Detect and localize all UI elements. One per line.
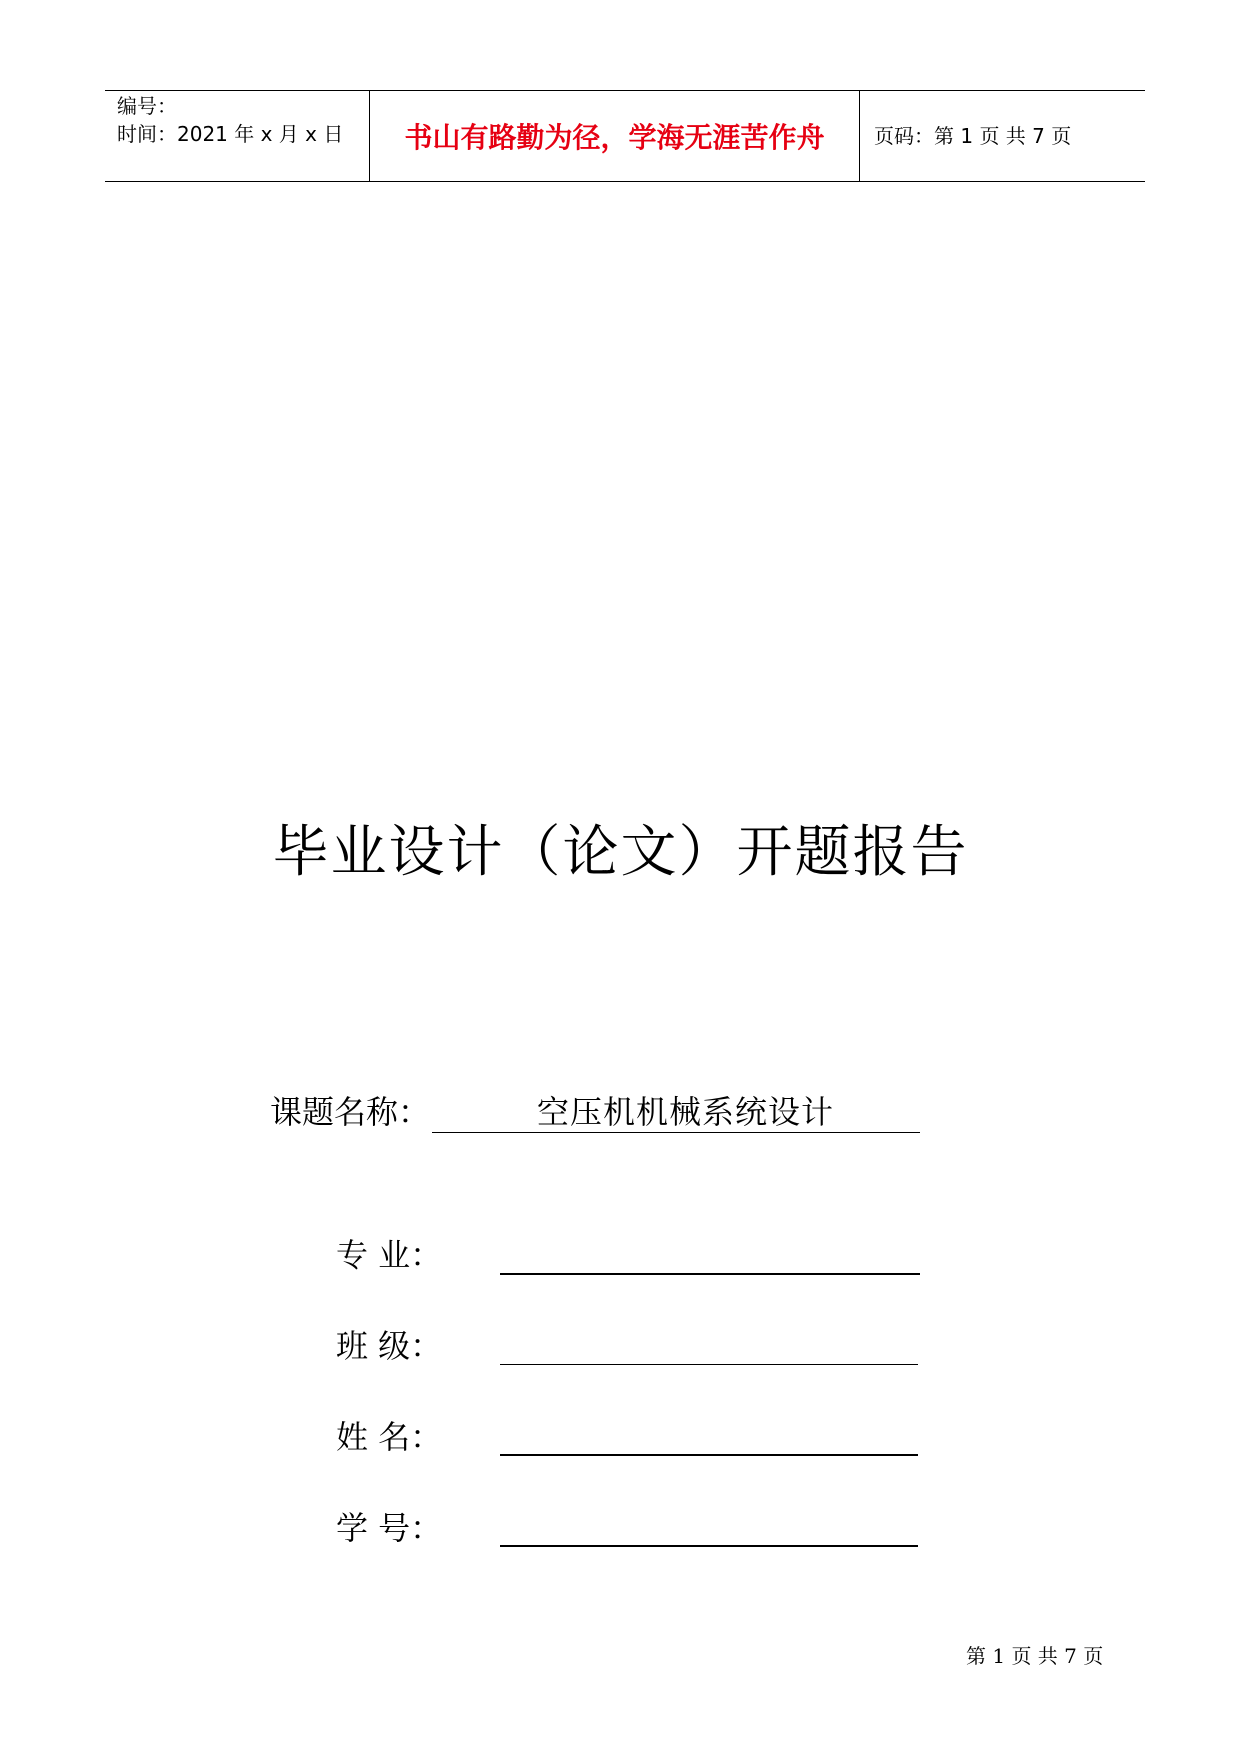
- major-field-line[interactable]: [500, 1233, 920, 1275]
- header-left-cell: [105, 91, 370, 181]
- class-field-line[interactable]: [500, 1324, 918, 1365]
- motto: 书山有路勤为径，学海无涯苦作舟: [404, 121, 825, 154]
- document-title: 毕业设计（论文）开题报告: [272, 820, 969, 885]
- class-label: 班 级：: [336, 1327, 443, 1365]
- student-id-field-line[interactable]: [500, 1505, 918, 1547]
- major-label: 专 业：: [336, 1236, 443, 1274]
- header-table: [105, 90, 1145, 182]
- page-footer: 第 1 页 共 7 页: [966, 1644, 1104, 1668]
- header-mid-cell: [370, 91, 860, 181]
- name-label: 姓 名：: [336, 1418, 443, 1456]
- topic-value: 空压机机械系统设计: [537, 1093, 835, 1131]
- header-right-cell: [860, 91, 1145, 181]
- topic-label: 课题名称：: [270, 1093, 431, 1131]
- page-code: 页码：第 1 页 共 7 页: [874, 124, 1072, 148]
- name-field-line[interactable]: [500, 1414, 918, 1456]
- number-label: 编号：: [117, 94, 177, 118]
- student-id-label: 学 号：: [336, 1509, 443, 1547]
- time-label: 时间：2021 年 x 月 x 日: [117, 122, 344, 146]
